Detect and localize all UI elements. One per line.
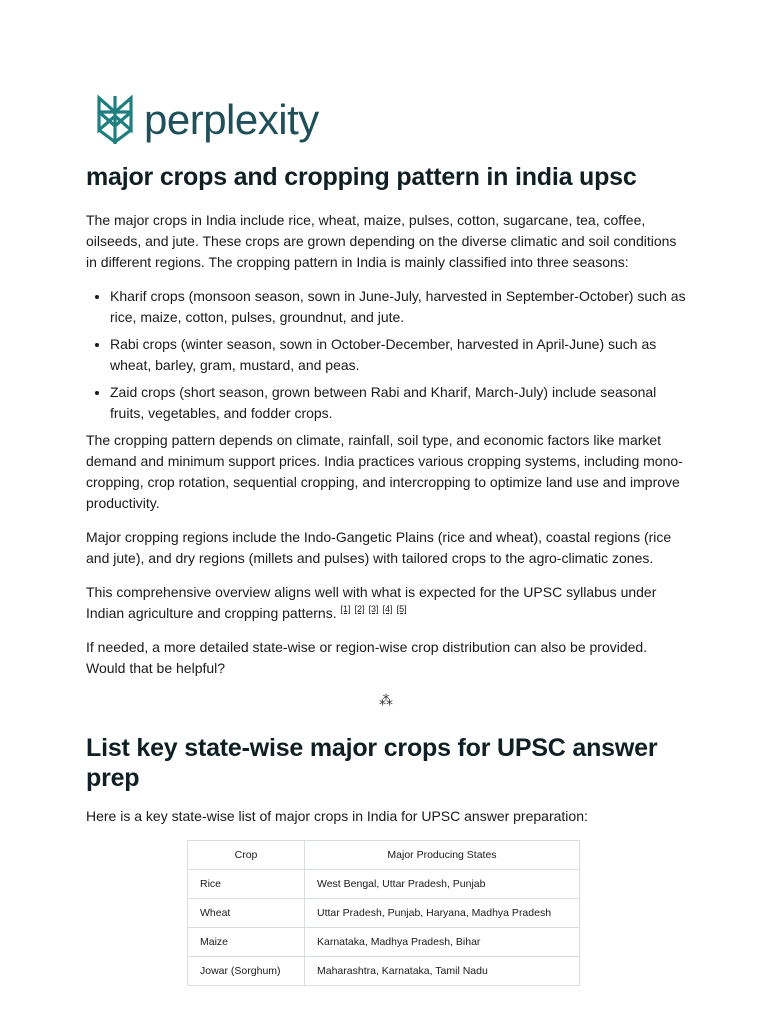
table-cell: West Bengal, Uttar Pradesh, Punjab [305,870,580,899]
column-header-states: Major Producing States [305,841,580,870]
citation-link[interactable]: [3] [368,604,379,615]
table-cell: Maharashtra, Karnataka, Tamil Nadu [305,957,580,986]
table-cell: Wheat [188,899,305,928]
citation-link[interactable]: [1] [340,604,351,615]
answer-paragraph-regions: Major cropping regions include the Indo-Gangetic Plains (rice and wheat), coastal regions (rice and jute), and dry regions (millets and pulses) with tailored crops to the agro-climatic zones. [86,529,672,566]
citation-link[interactable]: [2] [354,604,365,615]
column-header-crop: Crop [188,841,305,870]
table-header-row [188,841,580,870]
citation-group [341,604,411,614]
brand-logo [94,94,319,146]
question-title: List key state-wise major crops for UPSC answer prep [86,734,658,792]
citation-link[interactable]: [5] [396,604,407,615]
crops-table [187,840,580,986]
list-item: • Rabi crops (winter season, sown in October-December, harvested in April-June) such as wheat, barley, gram, mustard, and peas. [110,334,686,376]
table-cell: Uttar Pradesh, Punjab, Haryana, Madhya Pradesh [305,899,580,928]
table-cell: Jowar (Sorghum) [188,957,305,986]
question-title: major crops and cropping pattern in india upsc [86,163,637,191]
answer-paragraph-followup: If needed, a more detailed state-wise or region-wise crop distribution can also be provided. Would that be helpful? [86,639,648,676]
list-item: • Zaid crops (short season, grown between Rabi and Kharif, March-July) include seasonal fruits, vegetables, and fodder crops. [110,382,686,424]
answer-intro: Here is a key state-wise list of major crops in India for UPSC answer preparation: [86,808,588,824]
table-row [188,899,580,928]
table-row [188,957,580,986]
table-row [188,928,580,957]
brand-name: perplexity [144,96,319,143]
answer-paragraph-pattern: The cropping pattern depends on climate, rainfall, soil type, and economic factors like market demand and minimum support prices. India practices various cropping systems, including mono-cropping, crop rotation, sequential cropping, and intercropping to optimize land use and improve productivity. [86,432,683,511]
table-cell: Rice [188,870,305,899]
table-cell: Maize [188,928,305,957]
section-divider: ⁂ [379,692,393,708]
table-row [188,870,580,899]
thread-content [86,160,686,986]
citation-link[interactable]: [4] [382,604,393,615]
perplexity-logo-icon [94,94,136,146]
overview-text: This comprehensive overview aligns well with what is expected for the UPSC syllabus under Indian agriculture and cropping patterns. [86,584,657,621]
answer-intro: The major crops in India include rice, wheat, maize, pulses, cotton, sugarcane, tea, coffee, oilseeds, and jute. These crops are grown depending on the diverse climatic and soil conditions in different regions. The cropping pattern in India is mainly classified into three seasons: [86,212,677,270]
seasons-list [86,286,686,424]
answer-paragraph-overview [86,582,686,624]
table-cell: Karnataka, Madhya Pradesh, Bihar [305,928,580,957]
list-item: • Kharif crops (monsoon season, sown in June-July, harvested in September-October) such as rice, maize, cotton, pulses, groundnut, and jute. [110,286,686,328]
